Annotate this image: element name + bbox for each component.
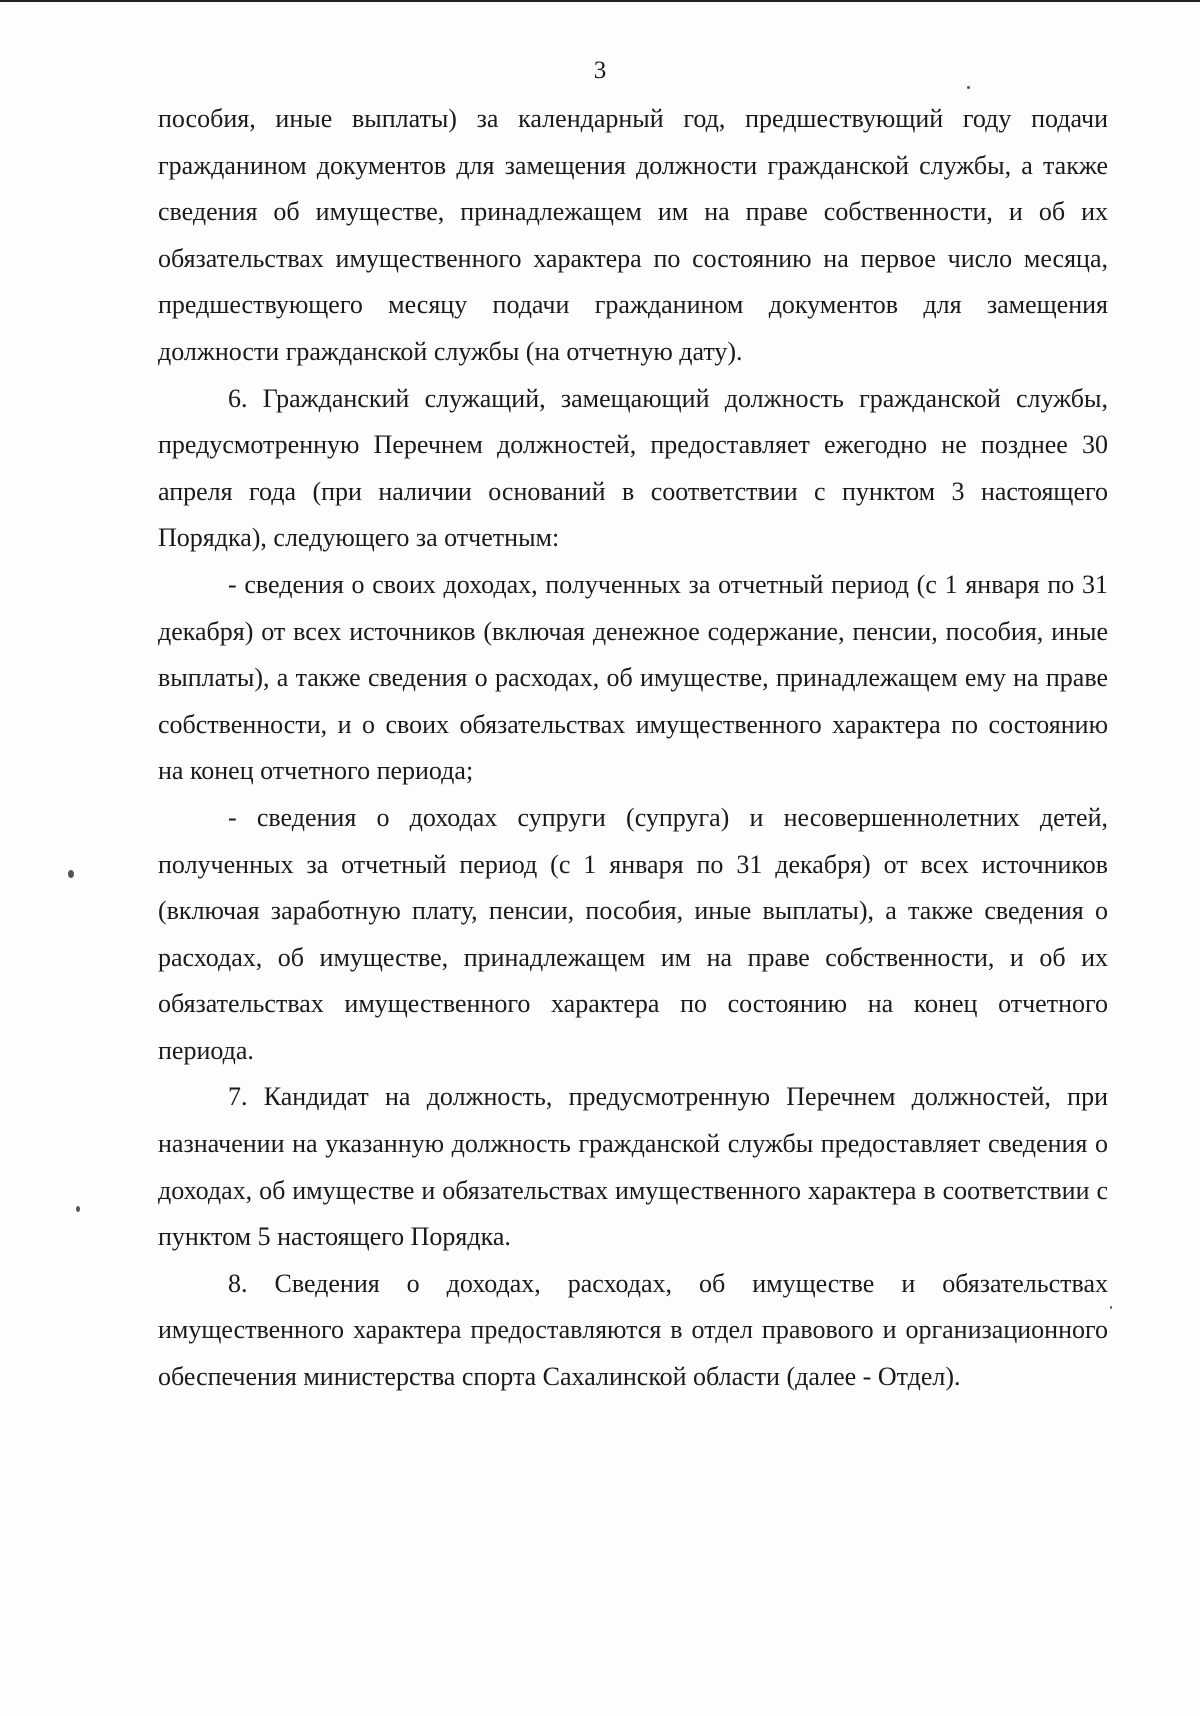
paragraph-item-6: 6. Гражданский служащий, замещающий должность гражданской службы, предусмотренную Перечнем должностей, предоставляет ежегодно не позднее 30 апреля года (при наличии оснований в соответствии с пунктом 3 настоящего Порядка), следующего за отчетным: [158,383,1108,553]
page-number: 3 [593,57,607,84]
scan-speck [76,1206,80,1212]
scan-speck [68,870,74,878]
document-body [158,96,1108,1401]
page-top-edge [0,0,1200,2]
scan-speck [1110,1306,1112,1309]
paragraph-item-6-family-income: - сведения о доходах супруги (супруга) и несовершеннолетних детей, полученных за отчетный период (с 1 января по 31 декабря) от всех источников (включая заработную плату, пенсии, пособия, иные выплаты), а также сведения о расходах, об имуществе, принадлежащем им на праве собственности, и об их обязательствах имущественного характера по состоянию на конец отчетного периода. [158,802,1108,1065]
paragraph-item-8: 8. Сведения о доходах, расходах, об имуществе и обязательствах имущественного характера предоставляются в отдел правового и организационного обеспечения министерства спорта Сахалинской области (далее - Отдел). [158,1268,1108,1392]
paragraph-continuation: пособия, иные выплаты) за календарный год, предшествующий году подачи гражданином документов для замещения должности гражданской службы, а также сведения об имуществе, принадлежащем им на праве собственности, и об их обязательствах имущественного характера по состоянию на первое число месяца, предшествующего месяцу подачи гражданином документов для замещения должности гражданской службы (на отчетную дату). [158,104,1108,366]
paragraph-item-6-own-income: - сведения о своих доходах, полученных за отчетный период (с 1 января по 31 декабря) от всех источников (включая денежное содержание, пенсии, пособия, иные выплаты), а также сведения о расходах, об имуществе, принадлежащем ему на праве собственности, и о своих обязательствах имущественного характера по состоянию на конец отчетного периода; [158,569,1108,786]
scan-speck [967,86,970,89]
paragraph-item-7: 7. Кандидат на должность, предусмотренную Перечнем должностей, при назначении на указанную должность гражданской службы предоставляет сведения о доходах, об имуществе и обязательствах имущественного характера в соответствии с пунктом 5 настоящего Порядка. [158,1082,1108,1252]
